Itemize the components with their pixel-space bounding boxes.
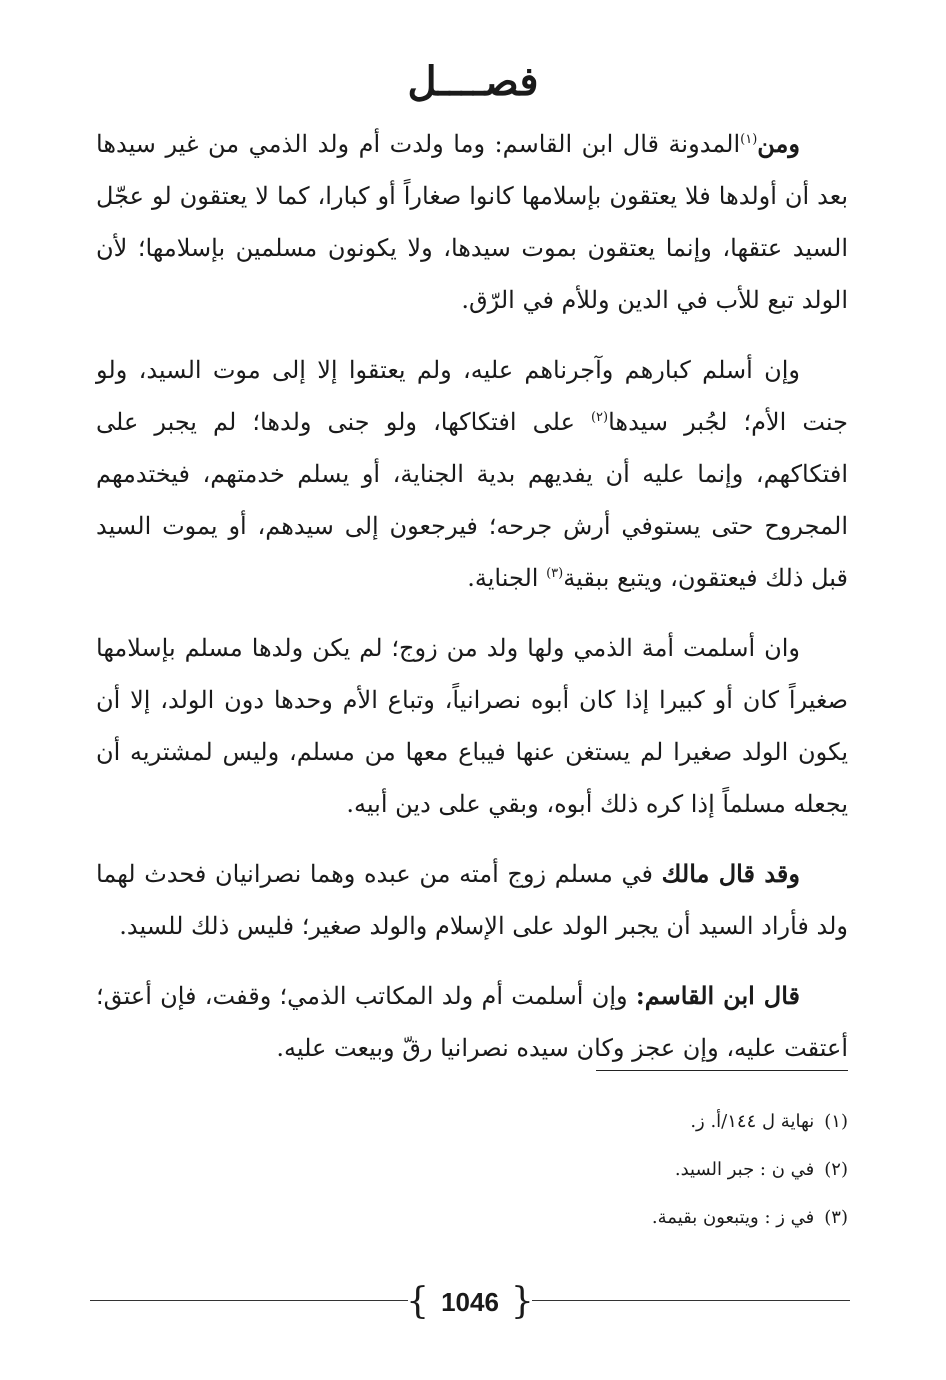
folio-close-brace: } (510, 1281, 534, 1322)
paragraph-4-lead: وقد قال مالك (661, 859, 800, 888)
folio-rule-left (90, 1300, 408, 1301)
footnote-ref-2: (٢) (590, 410, 609, 425)
paragraph-5 (96, 970, 848, 1074)
main-text (96, 118, 848, 1092)
footnote-3-text: في ز : ويتبعون بقيمة. (651, 1207, 815, 1228)
paragraph-4-text: في مسلم زوج أمته من عبده وهما نصرانيان فحدث لهما ولد فأراد السيد أن يجبر الولد على الإسلام والولد صغير؛ فليس ذلك للسيد. (96, 860, 848, 940)
footnote-2-text: في ن : جبر السيد. (674, 1159, 815, 1180)
paragraph-2 (96, 344, 848, 604)
footnote-2-number: (٢) (824, 1159, 848, 1180)
folio-rule-right (532, 1300, 850, 1301)
chapter-title: فصــــل (407, 58, 539, 105)
folio-open-brace: { (406, 1281, 430, 1322)
paragraph-1 (96, 118, 848, 326)
paragraph-1-text: المدونة قال ابن القاسم: وما ولدت أم ولد الذمي من غير سيدها بعد أن أولدها فلا يعتقون بإسلامها كانوا صغاراً أو كبارا، كما لا يعتقون لو عجّل السيد عتقها، وإنما يعتقون بموت سيدها، ولا يكونون مسلمين بإسلامها؛ لأن الولد تبع للأب في الدين وللأم في الرّق. (96, 130, 848, 314)
page-number (408, 1280, 532, 1324)
paragraph-2-text-b: على افتكاكها، ولو جنى ولدها؛ لم يجبر على افتكاكهم، وإنما عليه أن يفديهم بدية الجناية، أو يسلم خدمتهم، فيختدمهم المجروح حتى يستوفي أرش جرحه؛ فيرجعون إلى سيدهم، أو يموت السيد قبل ذلك فيعتقون، ويتبع ببقية (96, 408, 848, 592)
paragraph-4 (96, 848, 848, 952)
paragraph-1-lead: ومن (757, 129, 800, 158)
paragraph-3 (96, 622, 848, 830)
footnote-2 (96, 1146, 848, 1194)
paragraph-5-text: وإن أسلمت أم ولد المكاتب الذمي؛ وقفت، فإن أعتق؛ أعتقت عليه، وإن عجز وكان سيده نصرانيا رقّ وبيعت عليه. (96, 982, 848, 1062)
paragraph-3-text: وان أسلمت أمة الذمي ولها ولد من زوج؛ لم يكن ولدها مسلم بإسلامها صغيراً كان أو كبيرا إذا كان أبوه نصرانياً، وتباع الأم وحدها دون الولد، إلا أن يكون الولد صغيرا لم يستغن عنها فيباع معها من مسلم، وليس لمشتريه أن يجعله مسلماً إذا كره ذلك أبوه، وبقي على دين أبيه. (96, 634, 848, 818)
paragraph-2-text-a: وإن أسلم كبارهم وآجرناهم عليه، ولم يعتقوا إلا إلى موت السيد، ولو جنت الأم؛ لجُبر سيدها (96, 356, 848, 436)
footnote-1-text: نهاية ل ١٤٤/أ. ز. (690, 1111, 815, 1132)
footnote-3 (96, 1194, 848, 1242)
footnote-separator (596, 1070, 848, 1071)
paragraph-5-lead: قال ابن القاسم: (635, 981, 800, 1010)
footnotes (96, 1098, 848, 1242)
page-number-value: 1046 (441, 1286, 499, 1317)
footnote-1 (96, 1098, 848, 1146)
footnote-1-number: (١) (824, 1111, 848, 1132)
footnote-3-number: (٣) (824, 1207, 848, 1228)
footnote-ref-3: (٣) (546, 566, 564, 581)
paragraph-2-text-c: الجناية. (467, 564, 547, 592)
footnote-ref-1: (١) (740, 132, 758, 147)
